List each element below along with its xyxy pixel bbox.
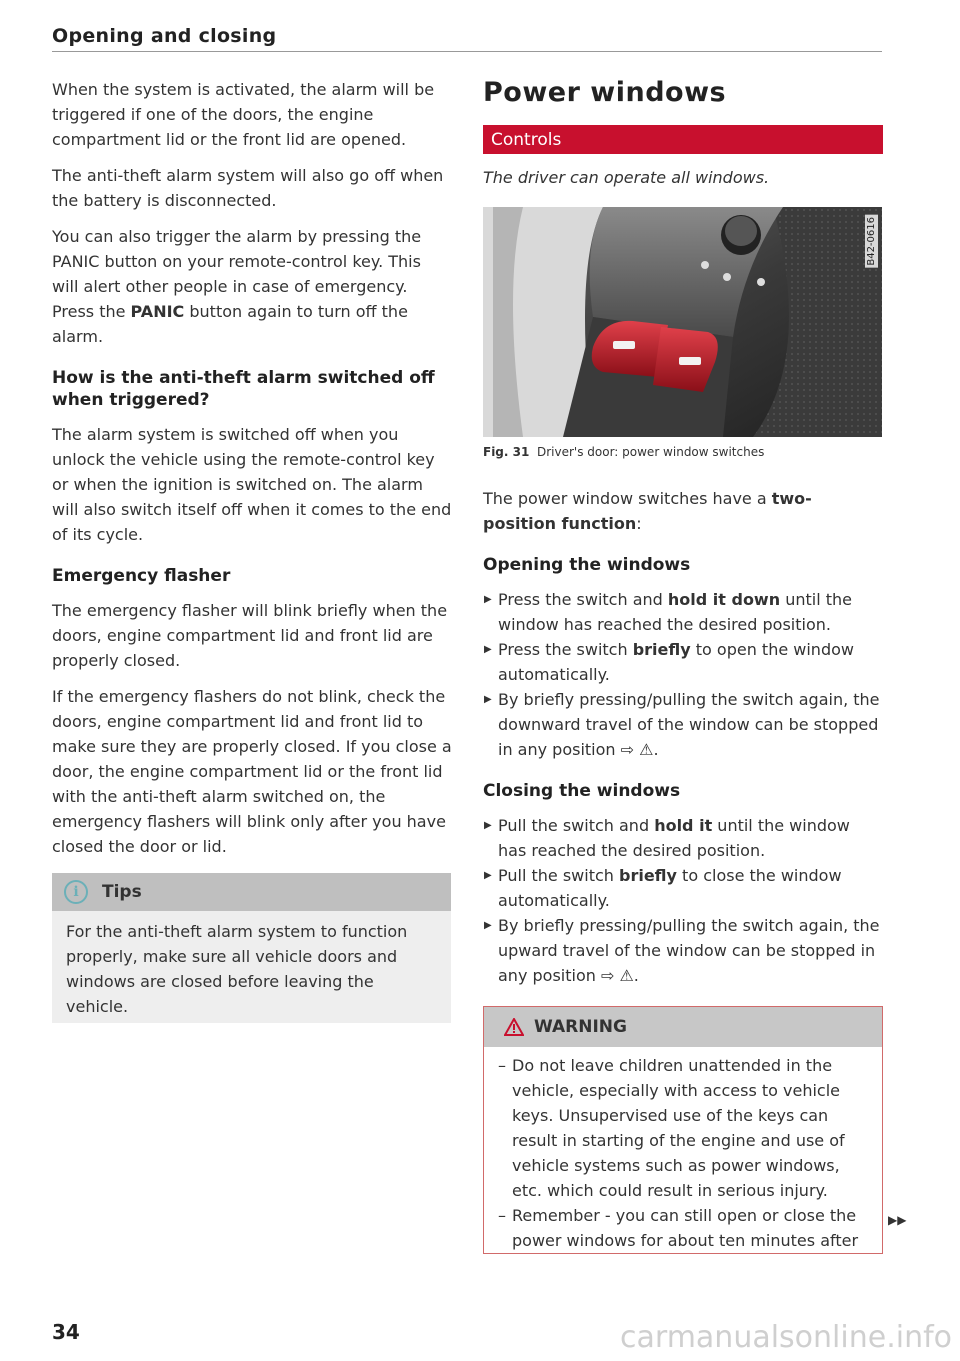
bullet-arrow-icon: ▶ bbox=[484, 820, 492, 831]
figure-label: Fig. 31 bbox=[483, 445, 530, 459]
bold-run: briefly bbox=[632, 640, 691, 659]
paragraph: The anti-theft alarm system will also go off when the battery is disconnected. bbox=[52, 166, 444, 210]
tips-title: Tips bbox=[102, 882, 142, 902]
figure-power-window-switches bbox=[483, 207, 882, 437]
page-number: 34 bbox=[52, 1320, 80, 1344]
warning-item: – Do not leave children unattended in the vehicle, especially with access to vehicle keys. Unsupervised use of the keys can result in starting of the engine and use of vehicle systems such as power windows, etc. which could result in serious injury. bbox=[498, 1056, 845, 1200]
section-header-title: Opening and closing bbox=[52, 25, 277, 47]
tips-text: For the anti-theft alarm system to function properly, make sure all vehicle doors and windows are closed before leaving the vehicle. bbox=[66, 922, 408, 1016]
info-icon: i bbox=[64, 880, 88, 904]
text-run: The power window switches have a bbox=[483, 489, 772, 508]
warning-text: Remember - you can still open or close the power windows for about ten minutes after bbox=[512, 1206, 859, 1250]
text-run: Pull the switch and bbox=[498, 816, 655, 835]
warning-item: – Remember - you can still open or close the power windows for about ten minutes after bbox=[498, 1206, 859, 1250]
subheading: Closing the windows bbox=[483, 781, 681, 801]
text-run: By briefly pressing/pulling the switch again, the upward travel of the window can be stopped in any position ⇨ ⚠. bbox=[498, 916, 880, 985]
text-run: By briefly pressing/pulling the switch again, the downward travel of the window can be stopped in any position ⇨ ⚠. bbox=[498, 690, 880, 759]
subheading: Emergency flasher bbox=[52, 566, 231, 586]
paragraph: If the emergency flashers do not blink, check the doors, engine compartment lid and front lid to make sure they are properly closed. If you close a door, the engine compartment lid or the front lid with the anti-theft alarm switched on, the emergency flashers will blink only after you have closed the door or lid. bbox=[52, 687, 452, 856]
continue-arrow-icon: ▶▶ bbox=[888, 1213, 907, 1227]
header-divider bbox=[52, 51, 882, 52]
warning-body bbox=[484, 1047, 882, 1253]
list-item bbox=[483, 587, 883, 637]
watermark: carmanualsonline.info bbox=[620, 1320, 952, 1355]
figure-caption-text: Driver's door: power window switches bbox=[536, 445, 765, 459]
tips-box bbox=[52, 873, 451, 1023]
intro-text: The driver can operate all windows. bbox=[483, 168, 770, 187]
paragraph: When the system is activated, the alarm will be triggered if one of the doors, the engine compartment lid or the front lid are opened. bbox=[52, 80, 435, 149]
bold-run: hold it down bbox=[667, 590, 781, 609]
bold-run: briefly bbox=[619, 866, 677, 885]
warning-box bbox=[483, 1006, 883, 1254]
door-panel-illustration bbox=[483, 207, 882, 437]
paragraph bbox=[483, 486, 883, 536]
bullet-arrow-icon: ▶ bbox=[484, 644, 492, 655]
text-run: to open the window automatically. bbox=[498, 640, 854, 684]
figure-caption bbox=[483, 445, 883, 459]
bold-run: hold it bbox=[654, 816, 713, 835]
subheading: Opening the windows bbox=[483, 555, 691, 575]
bullet-arrow-icon: ▶ bbox=[484, 694, 492, 705]
warning-text: Do not leave children unattended in the vehicle, especially with access to vehicle keys. Unsupervised use of the keys can result in starting of the engine and use of vehicle systems such as power windows, etc. which could result in serious injury. bbox=[512, 1056, 845, 1200]
tips-body bbox=[52, 911, 451, 1023]
bold-run: two-position function bbox=[483, 489, 812, 533]
bullet-arrow-icon: ▶ bbox=[484, 594, 492, 605]
paragraph bbox=[52, 224, 452, 349]
bullet-arrow-icon: ▶ bbox=[484, 920, 492, 931]
figure-code: B42-0616 bbox=[866, 217, 877, 266]
text-run: Press the switch and bbox=[498, 590, 668, 609]
list-item bbox=[483, 863, 883, 913]
list-item bbox=[483, 637, 883, 687]
list-item bbox=[483, 813, 883, 863]
right-column bbox=[483, 75, 883, 1254]
paragraph: The emergency flasher will blink briefly when the doors, engine compartment lid and front lid are properly closed. bbox=[52, 601, 448, 670]
panic-keyword: PANIC bbox=[130, 302, 185, 321]
text-run: Pull the switch bbox=[498, 866, 619, 885]
list-item bbox=[483, 913, 883, 988]
warning-triangle-icon bbox=[504, 1018, 524, 1036]
paragraph: The alarm system is switched off when you unlock the vehicle using the remote-control key or when the ignition is switched on. The alarm will also switch itself off when it comes to the end of its cycle. bbox=[52, 425, 452, 544]
list-item bbox=[483, 687, 883, 762]
warning-title: WARNING bbox=[534, 1017, 627, 1037]
text-run: until the window has reached the desired position. bbox=[498, 590, 852, 634]
page-title: Power windows bbox=[483, 77, 727, 108]
left-column bbox=[52, 77, 452, 1023]
tips-header bbox=[52, 873, 451, 911]
text-run: You can also trigger the alarm by pressing the PANIC button on your remote-control key. This will alert other people in case of emergency. Press the bbox=[52, 227, 422, 321]
subheading: How is the anti-theft alarm switched off when triggered? bbox=[52, 368, 435, 410]
bullet-arrow-icon: ▶ bbox=[484, 870, 492, 881]
section-bar: Controls bbox=[483, 125, 883, 154]
text-run: Press the switch bbox=[498, 640, 633, 659]
text-run: button again to turn off the alarm. bbox=[52, 302, 408, 346]
text-run: : bbox=[636, 514, 642, 533]
text-run: to close the window automatically. bbox=[498, 866, 842, 910]
warning-header bbox=[484, 1007, 882, 1047]
text-run: until the window has reached the desired position. bbox=[498, 816, 850, 860]
